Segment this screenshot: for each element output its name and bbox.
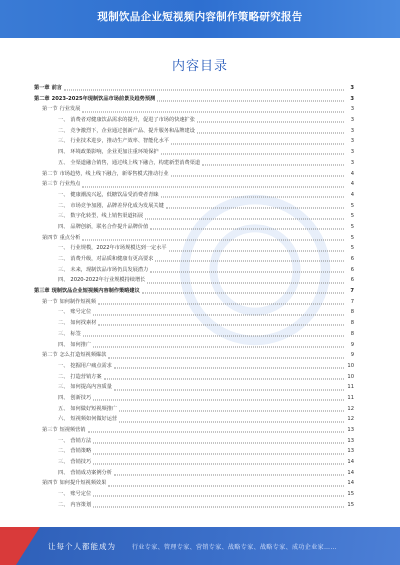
toc-entry-number: 四、 [58, 341, 69, 348]
toc-entry-label [58, 190, 159, 201]
toc-dot-leader [82, 185, 344, 187]
toc-row[interactable] [34, 147, 354, 158]
toc-dot-leader [98, 303, 344, 305]
toc-row[interactable] [34, 404, 354, 415]
toc-entry-number: 三、 [58, 138, 69, 145]
toc-dot-leader [93, 399, 344, 401]
toc-entry-text: 如何提高内容质量 [70, 384, 112, 391]
toc-entry-label [42, 233, 80, 244]
toc-page-number: 3 [350, 149, 354, 156]
toc-dot-leader [98, 324, 344, 326]
toc-entry-label [42, 425, 86, 436]
toc-entry-number: 三、 [58, 459, 69, 466]
toc-entry-number: 四、 [58, 149, 69, 156]
toc-entry-number: 第三节 [42, 427, 58, 433]
toc-page-number: 12 [347, 405, 354, 412]
toc-entry-number: 第四节 [42, 480, 58, 487]
toc-entry-number: 三、 [58, 384, 69, 391]
toc-entry-number: 一、 [58, 362, 69, 369]
toc-page-number: 8 [350, 309, 354, 316]
toc-entry-text: 如何找素材 [70, 320, 97, 327]
toc-page-number: 10 [347, 362, 354, 369]
toc-dot-leader [104, 377, 344, 379]
toc-entry-label [58, 446, 91, 457]
toc-page-number: 8 [350, 330, 354, 337]
footer-slogan: 让每个人都能成为 [48, 542, 116, 551]
toc-page-number: 4 [350, 170, 354, 177]
toc-entry-text: 营销策略 [70, 448, 92, 455]
toc-entry-text: 如何制作短视频 [59, 298, 96, 305]
toc-page-number: 7 [350, 288, 354, 295]
toc-page-number: 6 [350, 277, 354, 284]
toc-row[interactable] [34, 94, 354, 105]
toc-entry-number: 第三节 [42, 181, 58, 188]
toc-row[interactable] [34, 83, 354, 94]
toc-dot-leader [150, 271, 344, 273]
toc-dot-leader [171, 174, 344, 176]
toc-page-number: 5 [350, 234, 354, 241]
toc-entry-number: 二、 [58, 256, 69, 262]
toc-entry-number: 第一章 [34, 85, 50, 91]
toc-page-number: 7 [350, 298, 354, 305]
toc-entry-label [42, 169, 169, 180]
toc-entry-label [58, 126, 195, 137]
toc-entry-label [58, 489, 91, 500]
toc-entry-text: 消费升级，对品质和健康有更高要求 [70, 256, 154, 262]
toc-entry-number: 四、 [58, 277, 69, 284]
toc-entry-label [34, 83, 62, 94]
toc-dot-leader [197, 121, 344, 123]
toc-entry-label [58, 404, 117, 415]
toc-entry-label [58, 275, 145, 286]
toc-page-number: 3 [350, 127, 354, 134]
toc-dot-leader [147, 281, 344, 283]
toc-page-number: 15 [347, 501, 354, 508]
toc-row[interactable] [34, 233, 354, 244]
toc-page-number: 13 [347, 448, 354, 455]
toc-entry-number: 一、 [58, 309, 69, 316]
toc-entry-text: 2023-2025年现制饮品市场前景及趋势预测 [51, 95, 156, 102]
toc-entry-label [58, 372, 102, 383]
toc-entry-text: 品牌创新，联名合作提升品牌价值 [70, 223, 149, 230]
toc-entry-label [58, 500, 91, 511]
toc-page-number: 3 [350, 138, 354, 145]
toc-entry-number: 第三章 [34, 288, 50, 295]
toc-entry-number: 第四节 [42, 234, 58, 241]
toc-dot-leader [108, 484, 344, 486]
toc-page-number: 5 [350, 213, 354, 220]
toc-entry-label [58, 222, 148, 233]
toc-entry-number: 四、 [58, 223, 69, 230]
toc-page-number: 3 [350, 159, 354, 166]
toc-entry-text: 标签 [70, 330, 81, 337]
toc-row[interactable] [34, 436, 354, 447]
toc-page-number: 14 [347, 480, 354, 487]
toc-entry-text: 未来，现制饮品市场仍具发展潜力 [70, 266, 149, 273]
toc-entry-number: 五、 [58, 405, 69, 412]
toc-entry-label [58, 243, 167, 254]
toc-page-number: 12 [347, 416, 354, 423]
toc-entry-number: 一、 [58, 245, 69, 252]
toc-dot-leader [161, 196, 344, 198]
toc-page-number: 13 [347, 437, 354, 444]
toc-dot-leader [88, 431, 344, 433]
toc-entry-number: 二、 [58, 127, 69, 134]
toc-entry-text: 现制饮品企业短视频内容制作策略建议 [51, 288, 140, 295]
toc-entry-label [58, 393, 91, 404]
toc-page-number: 13 [347, 427, 354, 433]
toc-page-number: 4 [350, 191, 354, 198]
toc-entry-label [58, 147, 159, 158]
footer-banner [0, 527, 400, 565]
toc-row[interactable] [34, 275, 354, 286]
toc-entry-text: 短视频营销 [59, 427, 86, 433]
toc-row[interactable] [34, 340, 354, 351]
toc-page-number: 11 [347, 384, 354, 391]
toc-entry-label [58, 436, 91, 447]
toc-page-number: 11 [347, 394, 354, 401]
toc-dot-leader [145, 217, 344, 219]
toc-dot-leader [166, 206, 344, 208]
toc-row[interactable] [34, 126, 354, 137]
toc-row[interactable] [34, 318, 354, 329]
toc-dot-leader [114, 367, 344, 369]
toc-row[interactable] [34, 169, 354, 180]
toc-entry-text: 竞争激烈下，企业通过创新产品、提升服务和品牌建设 [70, 127, 195, 134]
toc-entry-number: 一、 [58, 117, 69, 124]
toc-entry-number: 三、 [58, 330, 69, 337]
toc-dot-leader [202, 164, 344, 166]
toc-dot-leader [83, 335, 344, 337]
toc-row[interactable] [34, 104, 354, 115]
toc-dot-leader [82, 238, 344, 240]
toc-entry-label [58, 211, 143, 222]
toc-entry-label [58, 136, 169, 147]
toc-page-number: 14 [347, 469, 354, 476]
toc-entry-number: 一、 [58, 437, 69, 444]
toc-entry-label [58, 457, 91, 468]
toc-entry-number: 第一节 [42, 106, 58, 113]
toc-entry-number: 二、 [58, 320, 69, 327]
toc-row[interactable] [34, 478, 354, 489]
toc-dot-leader [93, 495, 344, 497]
toc-entry-text: 行业热点 [59, 181, 81, 188]
toc-entry-text: 营销成功案例分析 [70, 469, 112, 476]
toc-entry-text: 重点分析 [59, 234, 81, 241]
toc-dot-leader [155, 260, 344, 262]
toc-page-number: 5 [350, 223, 354, 230]
toc-entry-text: 如何提升短视频效果 [59, 480, 107, 487]
toc-entry-text: 行业技术进步，推动生产效率、智能化水平 [70, 138, 169, 145]
toc-dot-leader [197, 132, 344, 134]
toc-entry-text: 消费者对健康饮品需求的提升，促进了市场的快速扩张 [70, 117, 195, 124]
toc-page-number: 6 [350, 266, 354, 273]
toc-dot-leader [169, 249, 344, 251]
toc-row[interactable] [34, 329, 354, 340]
toc-entry-label [58, 318, 96, 329]
toc-entry-label [58, 254, 153, 265]
toc-entry-text: 健康潮流兴起，低糖饮品受消费者青睐 [70, 191, 159, 198]
toc-dot-leader [108, 356, 344, 358]
toc-entry-text: 短视频如何做好运营 [70, 416, 118, 423]
report-title: 现制饮品企业短视频内容制作策略研究报告 [97, 11, 303, 23]
toc-dot-leader [64, 89, 344, 91]
toc-dot-leader [161, 153, 344, 155]
toc-entry-text: 全渠道融合销售，通过线上线下融合，构建新型消费渠道 [70, 159, 201, 166]
toc-page-number: 4 [350, 181, 354, 188]
toc-dot-leader [142, 292, 344, 294]
toc-entry-number: 五、 [58, 159, 69, 166]
toc-dot-leader [82, 110, 344, 112]
toc-entry-number: 三、 [58, 213, 69, 220]
toc-entry-number: 二、 [58, 501, 69, 508]
toc-row[interactable] [34, 468, 354, 479]
toc-row[interactable] [34, 222, 354, 233]
toc-dot-leader [93, 345, 344, 347]
toc-entry-number: 六、 [58, 416, 69, 423]
toc-row[interactable] [34, 190, 354, 201]
toc-row[interactable] [34, 372, 354, 383]
toc-row[interactable] [34, 158, 354, 169]
toc-row[interactable] [34, 307, 354, 318]
toc-dot-leader [93, 506, 344, 508]
toc-dot-leader [114, 474, 344, 476]
toc-entry-text: 市场趋势，线上线下融合，新零售模式推动行业 [59, 170, 169, 177]
toc-dot-leader [93, 463, 344, 465]
toc-entry-text: 怎么打造短视频爆款 [59, 352, 107, 359]
toc-row[interactable] [34, 179, 354, 190]
toc-entry-text: 市场竞争加剧，品牌差异化成为发展关键 [70, 202, 164, 209]
toc-row[interactable] [34, 297, 354, 308]
toc-entry-label [58, 468, 112, 479]
table-of-contents [34, 83, 354, 511]
toc-page-number: 15 [347, 491, 354, 498]
toc-entry-label [42, 478, 106, 489]
toc-row[interactable] [34, 382, 354, 393]
toc-dot-leader [93, 442, 344, 444]
toc-entry-text: 数字化转型，线上销售渠道拓展 [70, 213, 144, 220]
toc-entry-text: 如何做好短视频推广 [70, 405, 118, 412]
toc-entry-text: 营销方法 [70, 437, 92, 444]
toc-row[interactable] [34, 136, 354, 147]
toc-entry-text: 如何推广 [70, 341, 92, 348]
toc-entry-label [58, 115, 195, 126]
toc-dot-leader [119, 420, 344, 422]
toc-page-number: 6 [350, 256, 354, 262]
toc-entry-label [58, 307, 91, 318]
footer-tags: 行业专家、管理专家、营销专家、战略专家、战略专家、成功企业家…… [132, 544, 337, 551]
toc-page-number: 3 [350, 106, 354, 113]
toc-row[interactable] [34, 211, 354, 222]
toc-entry-label [58, 201, 164, 212]
toc-row[interactable] [34, 254, 354, 265]
toc-row[interactable] [34, 393, 354, 404]
toc-row[interactable] [34, 425, 354, 436]
toc-page-number: 9 [350, 341, 354, 348]
toc-entry-label [42, 179, 80, 190]
toc-row[interactable] [34, 265, 354, 276]
toc-entry-text: 创新技巧 [70, 394, 92, 401]
toc-row[interactable] [34, 414, 354, 425]
toc-entry-text: 2020-2022年行业规模持续增长 [70, 277, 146, 284]
toc-entry-number: 一、 [58, 191, 69, 198]
toc-entry-label [58, 265, 148, 276]
toc-entry-number: 二、 [58, 373, 69, 380]
toc-entry-label [58, 382, 112, 393]
toc-page-number: 3 [350, 95, 354, 102]
toc-entry-label [58, 340, 91, 351]
toc-page-number: 3 [350, 117, 354, 124]
toc-page-number: 8 [350, 320, 354, 327]
toc-dot-leader [171, 142, 344, 144]
toc-entry-text: 行业发展 [59, 106, 81, 113]
toc-entry-text: 营销技巧 [70, 459, 92, 466]
toc-row[interactable] [34, 243, 354, 254]
toc-row[interactable] [34, 489, 354, 500]
toc-entry-label [34, 286, 140, 297]
toc-entry-number: 二、 [58, 202, 69, 209]
toc-page-number: 9 [350, 352, 354, 359]
toc-entry-text: 账号定位 [70, 491, 92, 498]
toc-row[interactable] [34, 457, 354, 468]
toc-entry-label [42, 350, 106, 361]
toc-page-number: 10 [347, 373, 354, 380]
toc-page-number: 5 [350, 245, 354, 252]
toc-row[interactable] [34, 446, 354, 457]
toc-entry-label [42, 297, 96, 308]
toc-entry-label [58, 158, 200, 169]
toc-entry-text: 环境政策影响，企业更加注重环境保护 [70, 149, 159, 156]
toc-title: 内容目录 [171, 59, 228, 74]
toc-entry-number: 三、 [58, 266, 69, 273]
toc-row[interactable] [34, 350, 354, 361]
toc-row[interactable] [34, 361, 354, 372]
toc-entry-text: 内容策划 [70, 501, 92, 508]
toc-row[interactable] [34, 500, 354, 511]
toc-row[interactable] [34, 115, 354, 126]
toc-page-number: 14 [347, 459, 354, 466]
toc-entry-label [34, 94, 155, 105]
toc-entry-number: 一、 [58, 491, 69, 498]
toc-entry-label [58, 414, 117, 425]
toc-dot-leader [119, 409, 344, 411]
toc-entry-number: 第一节 [42, 298, 58, 305]
toc-entry-text: 挖掘用户痛点需求 [70, 362, 112, 369]
toc-entry-number: 第二章 [34, 95, 50, 102]
toc-dot-leader [150, 228, 344, 230]
toc-entry-label [58, 329, 81, 340]
toc-entry-text: 行业规模，2022年市场规模达到一定水平 [70, 245, 167, 252]
toc-dot-leader [93, 452, 344, 454]
toc-entry-number: 第二节 [42, 170, 58, 177]
toc-entry-text: 前言 [51, 85, 62, 91]
toc-dot-leader [114, 388, 344, 390]
toc-entry-label [42, 104, 80, 115]
report-header-banner [0, 0, 400, 38]
toc-entry-number: 四、 [58, 394, 69, 401]
toc-row[interactable] [34, 201, 354, 212]
toc-dot-leader [157, 100, 344, 102]
toc-entry-number: 二、 [58, 448, 69, 455]
toc-entry-number: 第二节 [42, 352, 58, 359]
toc-entry-text: 打造营销方案 [70, 373, 102, 380]
toc-page-number: 5 [350, 202, 354, 209]
toc-entry-number: 四、 [58, 469, 69, 476]
toc-row[interactable] [34, 286, 354, 297]
toc-entry-label [58, 361, 112, 372]
toc-entry-text: 账号定位 [70, 309, 92, 316]
toc-page-number: 3 [350, 85, 354, 91]
toc-dot-leader [93, 313, 344, 315]
